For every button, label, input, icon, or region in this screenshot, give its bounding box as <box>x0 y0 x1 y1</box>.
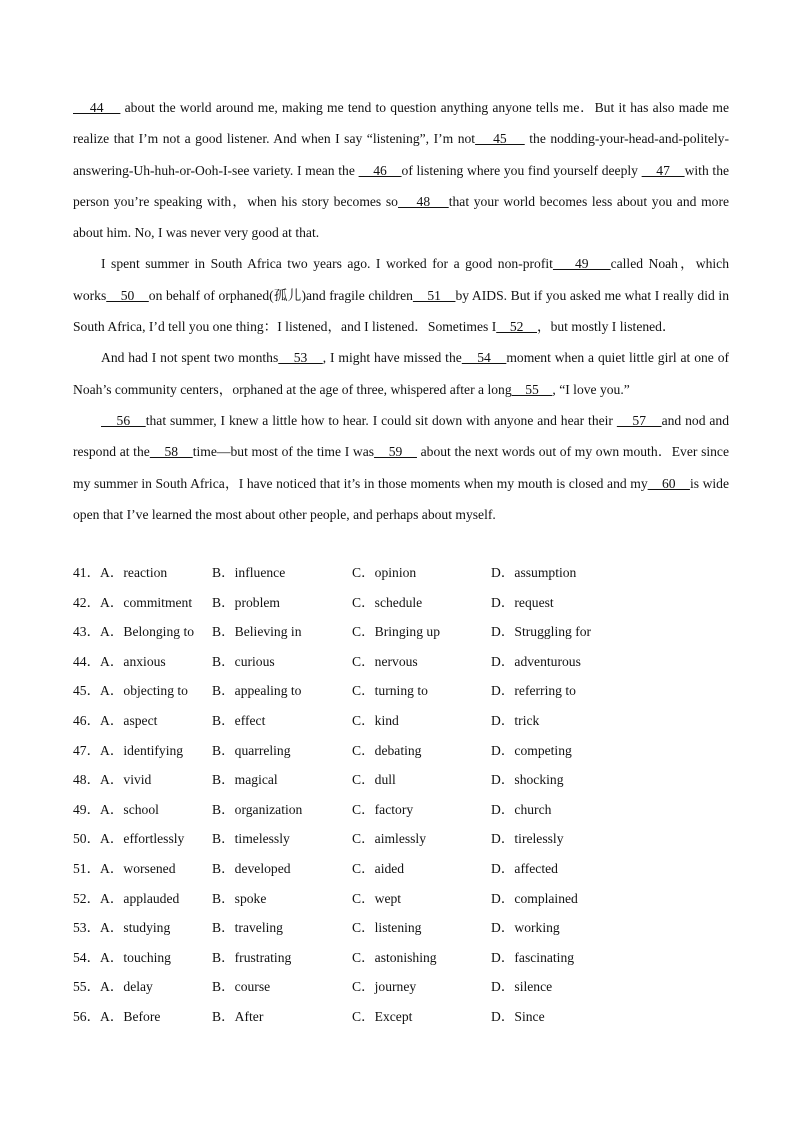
question-row <box>73 765 729 795</box>
question-number: 49． <box>73 801 101 817</box>
option-c[interactable]: C．wept <box>352 890 402 906</box>
question-row <box>73 884 729 914</box>
question-number: 41． <box>73 565 101 580</box>
question-row <box>73 676 729 706</box>
option-d[interactable]: D．affected <box>491 860 558 876</box>
option-c[interactable]: C．aided <box>352 860 405 876</box>
option-c[interactable]: C．debating <box>352 742 422 758</box>
question-number: 56． <box>73 1008 101 1024</box>
passage-text: of listening where you find yourself deeply <box>401 162 642 178</box>
question-number: 43． <box>73 624 101 640</box>
passage-text: that summer, I knew a little how to hear. I could sit down with anyone and hear their <box>145 412 617 428</box>
option-b[interactable]: B．organization <box>212 801 303 817</box>
option-a[interactable]: A．school <box>100 801 159 817</box>
option-d[interactable]: D．adventurous <box>491 653 581 669</box>
option-b[interactable]: B．After <box>212 1008 264 1024</box>
answer-blank: 57 <box>616 412 662 428</box>
question-row <box>73 588 729 618</box>
passage-text: by AIDS. But if you asked me what I really did in South Africa, I’d tell you one thing：I listened，and I listened．Sometimes I <box>73 287 729 335</box>
option-a[interactable]: A．worsened <box>100 860 176 876</box>
option-b[interactable]: B．quarreling <box>212 742 291 758</box>
option-a[interactable]: A．studying <box>100 920 171 936</box>
answer-options <box>73 558 729 1032</box>
option-b[interactable]: B．effect <box>212 712 266 728</box>
passage-text: And had I not spent two months <box>101 350 279 366</box>
passage-text: , I might have missed the <box>322 350 462 366</box>
option-b[interactable]: B．curious <box>212 653 275 669</box>
passage-text: the nodding-your-head-and-politely-answering-Uh-huh-or-Ooh-I-see variety. I mean the <box>73 131 730 178</box>
passage-text: moment when a quiet little girl at one of Noah’s community centers，orphaned at the age of three, whispered after a long <box>73 350 730 397</box>
option-d[interactable]: D．fascinating <box>491 949 575 965</box>
option-a[interactable]: A．commitment <box>100 594 193 610</box>
answer-blank: 56 <box>101 412 146 428</box>
option-c[interactable]: C．opinion <box>352 565 417 580</box>
passage-text: that your world becomes less about you and more about him. No, I was never very good at that. <box>73 193 730 241</box>
passage-text: , “I love you.” <box>552 381 630 397</box>
question-number: 44． <box>73 653 101 669</box>
option-b[interactable]: B．course <box>212 979 271 995</box>
option-d[interactable]: D．Struggling for <box>491 624 592 640</box>
option-a[interactable]: A．Belonging to <box>100 624 195 640</box>
answer-blank: 58 <box>149 444 193 460</box>
question-number: 47． <box>73 742 101 758</box>
paragraph-1 <box>73 92 729 248</box>
option-b[interactable]: B．Believing in <box>212 624 302 640</box>
answer-blank: 44 <box>73 100 121 115</box>
question-number: 42． <box>73 594 101 610</box>
question-row <box>73 706 729 736</box>
option-c[interactable]: C．nervous <box>352 653 418 669</box>
option-a[interactable]: A．anxious <box>100 653 166 669</box>
option-d[interactable]: D．trick <box>491 712 540 728</box>
option-c[interactable]: C．turning to <box>352 683 428 699</box>
option-c[interactable]: C．aimlessly <box>352 831 427 847</box>
option-b[interactable]: B．influence <box>212 565 286 580</box>
question-row <box>73 913 729 943</box>
answer-blank: 53 <box>278 350 323 366</box>
passage-text: called Noah，which works <box>73 256 730 303</box>
answer-blank: 48 <box>397 193 449 209</box>
option-d[interactable]: D．assumption <box>491 565 577 580</box>
option-d[interactable]: D．referring to <box>491 683 576 699</box>
option-d[interactable]: D．complained <box>491 890 578 906</box>
question-number: 46． <box>73 712 101 728</box>
question-row <box>73 854 729 884</box>
passage-text: time—but most of the time I was <box>192 444 375 460</box>
passage-text: ，but mostly I listened． <box>537 319 676 335</box>
option-d[interactable]: D．silence <box>491 979 553 995</box>
option-d[interactable]: D．working <box>491 920 560 936</box>
passage-text: with the person you’re speaking with，when his story becomes so <box>73 162 730 209</box>
option-a[interactable]: A．aspect <box>100 712 158 728</box>
question-row <box>73 736 729 766</box>
question-row <box>73 617 729 647</box>
option-d[interactable]: D．competing <box>491 742 572 758</box>
question-number: 55． <box>73 979 101 995</box>
option-d[interactable]: D．shocking <box>491 772 564 788</box>
question-row <box>73 558 729 588</box>
question-number: 53． <box>73 920 101 936</box>
option-a[interactable]: A．vivid <box>100 772 152 788</box>
option-a[interactable]: A．Before <box>100 1008 161 1024</box>
option-b[interactable]: B．magical <box>212 772 278 788</box>
option-b[interactable]: B．traveling <box>212 920 283 936</box>
question-row <box>73 795 729 825</box>
question-number: 50． <box>73 831 101 847</box>
option-a[interactable]: A．effortlessly <box>100 831 185 847</box>
option-a[interactable]: A．touching <box>100 949 171 965</box>
option-c[interactable]: C．dull <box>352 772 396 788</box>
option-a[interactable]: A．reaction <box>100 565 168 580</box>
question-number: 45． <box>73 683 101 699</box>
option-b[interactable]: B．frustrating <box>212 949 292 965</box>
answer-blank: 60 <box>647 475 690 491</box>
option-c[interactable]: C．factory <box>352 801 414 817</box>
option-d[interactable]: D．tirelessly <box>491 831 564 847</box>
question-row <box>73 824 729 854</box>
option-a[interactable]: A．delay <box>100 979 153 995</box>
option-b[interactable]: B．timelessly <box>212 831 290 847</box>
option-b[interactable]: B．appealing to <box>212 683 302 699</box>
option-d[interactable]: D．Since <box>491 1008 545 1024</box>
option-d[interactable]: D．request <box>491 594 554 610</box>
question-number: 48． <box>73 772 101 788</box>
answer-blank: 51 <box>412 287 456 303</box>
passage-text: about the next words out of my own mouth．Ever since my summer in South Africa，I have noticed that it’s in those moments when my mouth is closed and my <box>73 444 730 491</box>
paragraph-4 <box>73 405 729 530</box>
passage-text: on behalf of orphaned(孤儿)and fragile children <box>148 287 413 303</box>
option-b[interactable]: B．developed <box>212 860 291 876</box>
answer-blank: 54 <box>461 350 507 366</box>
question-number: 51． <box>73 860 101 876</box>
question-number: 52． <box>73 890 101 906</box>
option-d[interactable]: D．church <box>491 801 552 817</box>
option-c[interactable]: C．Bringing up <box>352 624 440 640</box>
option-c[interactable]: C．Except <box>352 1008 413 1024</box>
option-b[interactable]: B．problem <box>212 594 280 610</box>
option-a[interactable]: A．objecting to <box>100 683 188 699</box>
question-row <box>73 647 729 677</box>
answer-blank: 47 <box>641 162 685 178</box>
option-c[interactable]: C．schedule <box>352 594 423 610</box>
passage-text: I spent summer in South Africa two years ago. I worked for a good non-profit <box>101 256 553 272</box>
answer-blank: 46 <box>358 162 402 178</box>
passage-text: and nod and respond at the <box>73 412 730 460</box>
answer-blank: 45 <box>475 131 525 147</box>
answer-blank: 55 <box>511 381 553 397</box>
option-a[interactable]: A．applauded <box>100 890 180 906</box>
passage-text: is wide open that I’ve learned the most about other people, and perhaps about myself. <box>73 475 730 522</box>
paragraph-3 <box>73 342 729 405</box>
paragraph-2 <box>73 248 729 342</box>
option-a[interactable]: A．identifying <box>100 742 184 758</box>
option-c[interactable]: C．journey <box>352 979 417 995</box>
passage-text: about the world around me, making me tend to question anything anyone tells me．But it has also made me realize that I’m not a good listener. And when I say “listening”, I’m not <box>73 100 729 147</box>
cloze-passage <box>73 92 729 530</box>
question-number: 54． <box>73 949 101 965</box>
option-c[interactable]: C．astonishing <box>352 949 437 965</box>
question-row <box>73 943 729 973</box>
question-row <box>73 1002 729 1032</box>
answer-blank: 49 <box>552 256 611 272</box>
answer-blank: 59 <box>374 444 417 460</box>
option-c[interactable]: C．kind <box>352 712 399 728</box>
option-b[interactable]: B．spoke <box>212 890 267 906</box>
question-row <box>73 972 729 1002</box>
option-c[interactable]: C．listening <box>352 920 422 936</box>
answer-blank: 50 <box>106 287 149 303</box>
answer-blank: 52 <box>496 319 537 335</box>
